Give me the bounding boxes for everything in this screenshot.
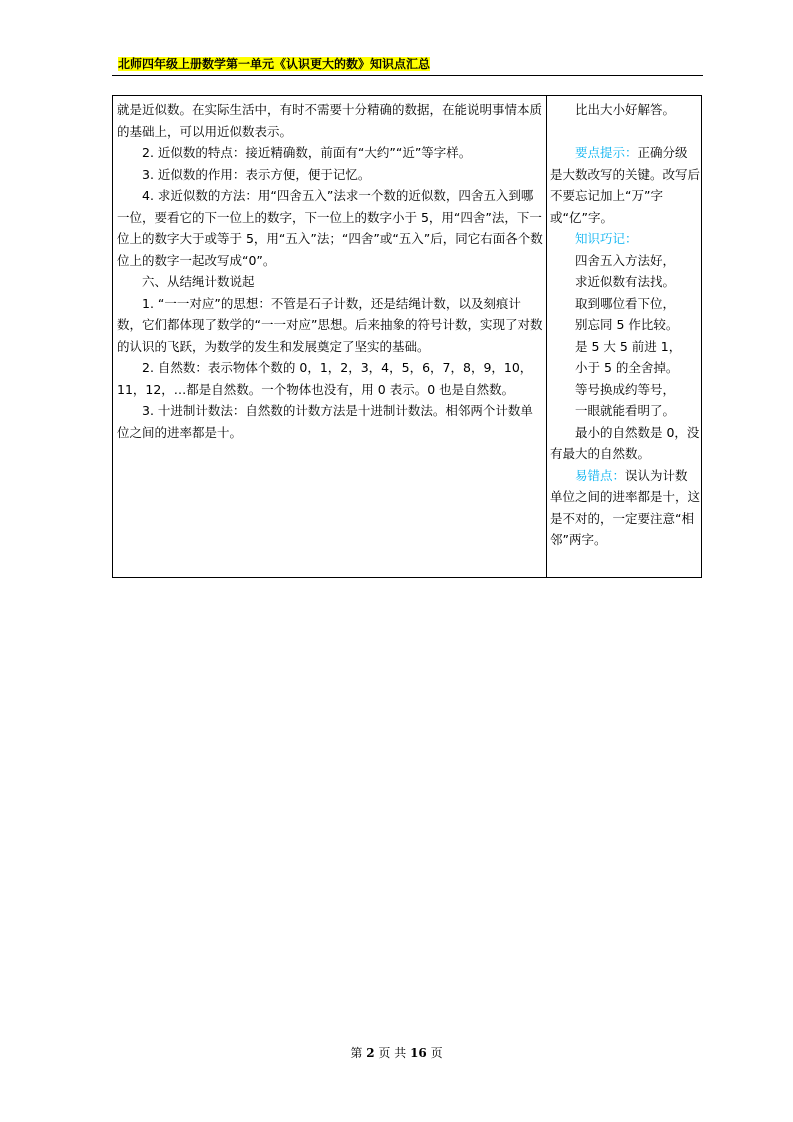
footer-pre: 第 [350,1046,363,1060]
paragraph: 1. “一一对应”的思想：不管是石子计数，还是结绳计数，以及刻痕计数，它们都体现了数学的“一一对应”思想。后来抽象的符号计数，实现了对数的认识的飞跃，为数学的发生和发展奠定了坚实的基础。 [117,295,543,354]
paragraph: 3. 十进制计数法：自然数的计数方法是十进制计数法。相邻两个计数单位之间的进率都是十。 [117,403,533,440]
header-rule [112,75,703,76]
footer-total-pages: 16 [410,1046,427,1060]
paragraph: 4. 求近似数的方法：用“四舍五入”法求一个数的近似数，四舍五入到哪一位，要看它的下一位上的数字，下一位上的数字小于 5，用“四舍”法，下一位上的数字大于或等于 5，用“五入”法；“四舍”或“五入”后，同它右面各个数位上的数字一起改写成“0”。 [117,188,543,268]
column-divider [546,96,547,577]
natural-number-note: 最小的自然数是 0，没有最大的自然数。 [550,424,700,461]
memory-label: 知识巧记： [575,231,638,246]
page-header [118,56,430,72]
section-heading: 六、从结绳计数说起 [142,274,255,289]
error-text: 误认为计数单位之间的进率都是十，这是不对的，一定要注意“相邻”两字。 [550,467,701,547]
content-table [112,95,702,578]
memory-line: 四舍五入方法好， [575,252,676,268]
memory-line: 是 5 大 5 前进 1， [575,338,682,354]
tip-label: 要点提示： [575,145,638,160]
tip-note [550,142,700,228]
tip-text: 正确分级是大数改写的关键。改写后不要忘记加上“万”字或“亿”字。 [550,145,701,225]
paragraph: 就是近似数。在实际生活中，有时不需要十分精确的数据，在能说明事情本质的基础上，可以用近似数表示。 [117,102,543,139]
main-column [117,99,543,443]
footer-page-number: 2 [366,1046,375,1060]
memory-line: 等号换成约等号， [575,381,676,397]
header-title: 北师四年级上册数学第一单元《认识更大的数》知识点汇总 [118,57,431,71]
memory-line: 小于 5 的全舍掉。 [575,360,679,375]
footer-mid: 页 共 [378,1046,407,1060]
memory-line: 一眼就能看明了。 [575,403,676,418]
paragraph: 3. 近似数的作用：表示方便，便于记忆。 [142,166,371,182]
error-note [550,465,700,551]
page-footer [0,1044,793,1061]
paragraph: 2. 自然数：表示物体个数的 0，1，2，3，4，5，6，7，8，9，10，11，12，…都是自然数。一个物体也没有，用 0 表示。0 也是自然数。 [117,360,533,397]
memory-line: 别忘同 5 作比较。 [575,317,679,332]
footer-post: 页 [430,1046,443,1060]
memory-line: 取到哪位看下位， [575,295,676,311]
note-intro: 比出大小好解答。 [575,102,676,117]
side-notes-column [550,99,700,551]
memory-line: 求近似数有法找。 [575,274,676,289]
error-label: 易错点： [575,467,626,483]
paragraph: 2. 近似数的特点：接近精确数，前面有“大约”“近”等字样。 [142,145,472,160]
